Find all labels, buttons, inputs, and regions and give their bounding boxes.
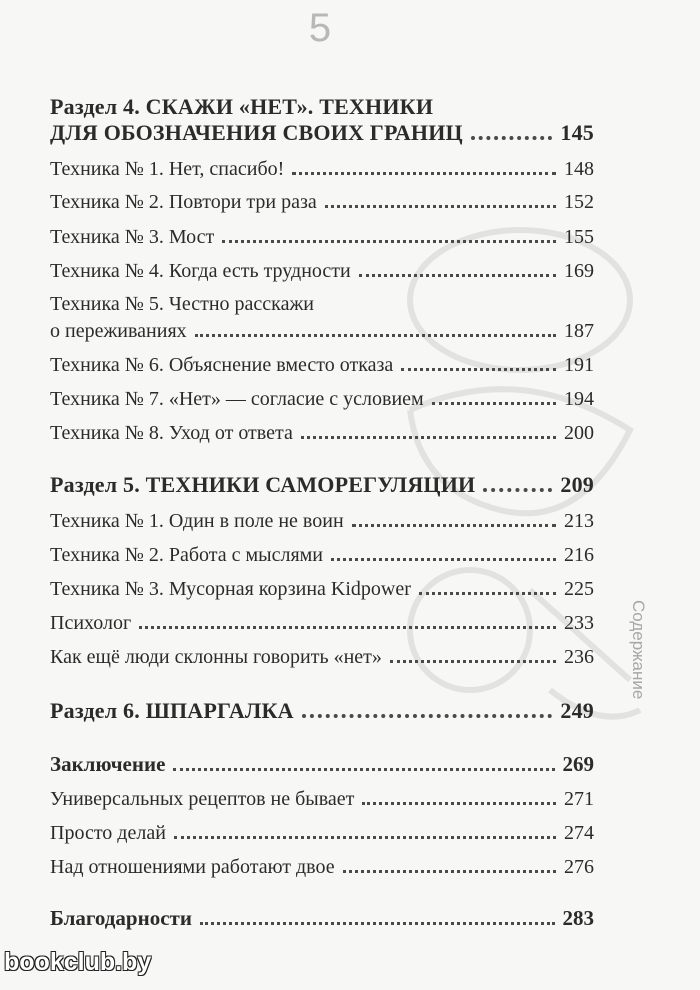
dot-leader	[325, 204, 556, 208]
toc-entry-title: Над отношениями работают двое	[50, 856, 335, 878]
toc-entry-page: 194	[564, 388, 594, 410]
toc-entry-conclusion[interactable]	[50, 752, 594, 777]
toc-entry-title: Техника № 1. Нет, спасибо!	[50, 158, 285, 180]
toc-entry-page: 213	[564, 510, 594, 532]
toc-entry-page: 187	[564, 320, 594, 342]
toc-entry-section-6[interactable]	[50, 698, 594, 724]
dot-leader	[483, 487, 552, 492]
toc-entry-page: 233	[564, 612, 594, 634]
toc-entry-page: 225	[564, 578, 594, 600]
toc-entry-page: 283	[562, 906, 594, 930]
toc-entry[interactable]	[50, 612, 594, 635]
dot-leader	[139, 625, 556, 629]
toc-entry-title: Техника № 1. Один в поле не воин	[50, 510, 344, 532]
toc-entry[interactable]	[50, 544, 594, 567]
toc-entry-page: 269	[562, 752, 594, 776]
dot-leader	[401, 367, 556, 371]
dot-leader	[362, 801, 556, 805]
dot-leader	[174, 835, 556, 839]
toc-entry-page: 236	[564, 646, 594, 668]
toc-entry[interactable]	[50, 158, 594, 181]
dot-leader	[432, 401, 556, 405]
toc-entry[interactable]	[50, 856, 594, 879]
toc-entry-title: Техника № 2. Работа с мыслями	[50, 544, 324, 566]
dot-leader	[200, 921, 555, 925]
toc-entry-title: Техника № 2. Повтори три раза	[50, 191, 317, 213]
toc-entry[interactable]	[50, 822, 594, 845]
toc-entry[interactable]	[50, 260, 594, 283]
toc-entry[interactable]	[50, 646, 594, 669]
dot-leader	[302, 713, 553, 718]
toc-entry-title: Заключение	[50, 752, 166, 776]
dot-leader	[343, 869, 556, 873]
toc-entry-title: Благодарности	[50, 906, 192, 930]
toc-entry-page: 155	[564, 226, 594, 248]
toc-entry-page: 209	[560, 472, 594, 497]
toc-entry-title: ДЛЯ ОБОЗНАЧЕНИЯ СВОИХ ГРАНИЦ	[50, 120, 463, 145]
toc-entry-title: Техника № 3. Мусорная корзина Kidpower	[50, 578, 411, 600]
toc-entry-page: 200	[564, 422, 594, 444]
toc-entry-title: Раздел 6. ШПАРГАЛКА	[50, 698, 294, 723]
toc-entry-title: Техника № 8. Уход от ответа	[50, 422, 293, 444]
dot-leader	[301, 435, 556, 439]
dot-leader	[222, 239, 556, 243]
dot-leader	[471, 135, 553, 140]
side-section-label: Содержание	[629, 600, 648, 700]
toc-entry-section-5[interactable]	[50, 472, 594, 498]
toc-entry[interactable]	[50, 226, 594, 249]
toc-entry-page: 145	[560, 120, 594, 145]
toc-entry[interactable]	[50, 354, 594, 377]
toc-entry-title: Как ещё люди склонны говорить «нет»	[50, 646, 382, 668]
toc-entry-thanks[interactable]	[50, 906, 594, 931]
toc-entry[interactable]	[50, 422, 594, 445]
toc-entry-page: 249	[560, 698, 594, 723]
dot-leader	[331, 557, 556, 561]
toc-entry-title: Техника № 3. Мост	[50, 226, 215, 248]
toc-entry[interactable]	[50, 388, 594, 411]
toc-entry[interactable]	[50, 510, 594, 533]
toc-entry-page: 274	[564, 822, 594, 844]
page-number: 5	[308, 6, 332, 50]
toc-entry-title: Психолог	[50, 612, 132, 634]
toc-entry[interactable]	[50, 578, 594, 601]
dot-leader	[390, 659, 556, 663]
toc-entry[interactable]	[50, 788, 594, 811]
toc-entry-title: Универсальных рецептов не бывает	[50, 788, 355, 810]
toc-entry-page: 191	[564, 354, 594, 376]
dot-leader	[352, 523, 556, 527]
toc-entry-page: 152	[564, 191, 594, 213]
toc-entry-page: 271	[564, 788, 594, 810]
toc-entry[interactable]	[50, 320, 594, 343]
dot-leader	[359, 273, 556, 277]
dot-leader	[419, 591, 556, 595]
toc-entry-page: 148	[564, 158, 594, 180]
toc-entry-title: Техника № 4. Когда есть трудности	[50, 260, 351, 282]
toc-entry-section-4[interactable]	[50, 120, 594, 146]
toc-entry[interactable]	[50, 191, 594, 214]
section-4-title-line1: Раздел 4. СКАЖИ «НЕТ». ТЕХНИКИ	[50, 94, 434, 119]
toc-entry-title: Техника № 7. «Нет» — согласие с условием	[50, 388, 424, 410]
toc-entry-line1: Техника № 5. Честно расскажи	[50, 293, 314, 315]
toc-entry-page: 276	[564, 856, 594, 878]
toc-entry-title: Просто делай	[50, 822, 166, 844]
toc-entry-title: Раздел 5. ТЕХНИКИ САМОРЕГУЛЯЦИИ	[50, 472, 476, 497]
toc-entry-page: 169	[564, 260, 594, 282]
toc-entry-title: о переживаниях	[50, 320, 187, 342]
dot-leader	[292, 171, 556, 175]
toc-entry-title: Техника № 6. Объяснение вместо отказа	[50, 354, 394, 376]
toc-entry-page: 216	[564, 544, 594, 566]
watermark: bookclub.by	[4, 948, 152, 976]
dot-leader	[195, 333, 556, 337]
dot-leader	[173, 767, 554, 771]
